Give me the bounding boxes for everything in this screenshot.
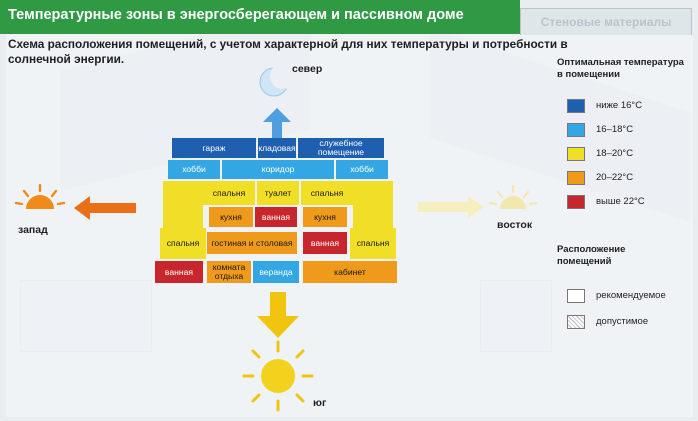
legend-swatch-16-18 — [567, 123, 585, 137]
room-kitchen-left: кухня — [209, 207, 253, 227]
room-hobby-left: хобби — [168, 160, 220, 179]
page-title: Температурные зоны в энергосберегающем и пассивном доме — [8, 7, 464, 23]
room-bathroom-left: ванная — [155, 261, 203, 283]
room-bedroom-top-left: спальня — [203, 181, 255, 205]
adjacent-tab: Стеновые материалы — [520, 8, 692, 35]
moon-icon — [256, 62, 296, 104]
room-garage: гараж — [172, 138, 256, 158]
room-corridor: коридор — [222, 160, 334, 179]
east-label: восток — [497, 219, 533, 231]
east-arrow-icon — [418, 195, 484, 219]
west-arrow-icon — [74, 195, 136, 221]
legend-swatch-20-22 — [567, 171, 585, 185]
legend-label-above-22: выше 22°C — [596, 196, 645, 207]
room-hobby-right: хобби — [336, 160, 388, 179]
room-bathroom-right: ванная — [303, 232, 347, 254]
room-kitchen-right: кухня — [303, 207, 347, 227]
legend-label-16-18: 16–18°C — [596, 124, 634, 135]
sunrise-icon — [487, 184, 539, 212]
legend-label-18-20: 18–20°C — [596, 148, 634, 159]
north-label: север — [292, 63, 323, 75]
south-arrow-icon — [256, 292, 300, 338]
room-bedroom-top-right: спальня — [301, 181, 353, 205]
legend-swatch-recommended — [567, 289, 585, 303]
room-service: служебное помещение — [298, 138, 384, 158]
room-veranda: веранда — [253, 261, 299, 283]
room-living-dining: гостиная и столовая — [207, 232, 297, 254]
legend-swatch-above-22 — [567, 195, 585, 209]
legend-label-below-16: ниже 16°C — [596, 100, 643, 111]
legend-temperature-title: Оптимальная температура в помещении — [557, 57, 684, 80]
sunset-icon — [12, 183, 68, 213]
south-label: юг — [313, 397, 327, 409]
room-rest-room: комната отдыха — [207, 261, 251, 283]
legend-label-recommended: рекомендуемое — [596, 290, 666, 301]
legend-label-20-22: 20–22°C — [596, 172, 634, 183]
room-office: кабинет — [303, 261, 397, 283]
west-label: запад — [18, 224, 48, 236]
room-bedroom-mid-right: спальня — [350, 228, 396, 259]
subtitle: Схема расположения помещений, с учетом характерной для них температуры и потребности в солнечной энергии. — [8, 37, 568, 66]
legend-swatch-allowed — [567, 315, 585, 329]
room-bedroom-mid-left: спальня — [160, 228, 206, 259]
north-arrow-icon — [262, 108, 292, 140]
title-banner — [0, 0, 520, 34]
room-bathroom-center: ванная — [255, 207, 297, 227]
legend-swatch-below-16 — [567, 99, 585, 113]
room-storage: кладовая — [258, 138, 296, 158]
legend-swatch-18-20 — [567, 147, 585, 161]
legend-placement-title: Расположение помещений — [557, 244, 626, 267]
legend-label-allowed: допустимое — [596, 316, 649, 327]
sun-icon — [240, 340, 316, 412]
room-toilet: туалет — [257, 181, 299, 205]
content-panel — [6, 34, 693, 417]
